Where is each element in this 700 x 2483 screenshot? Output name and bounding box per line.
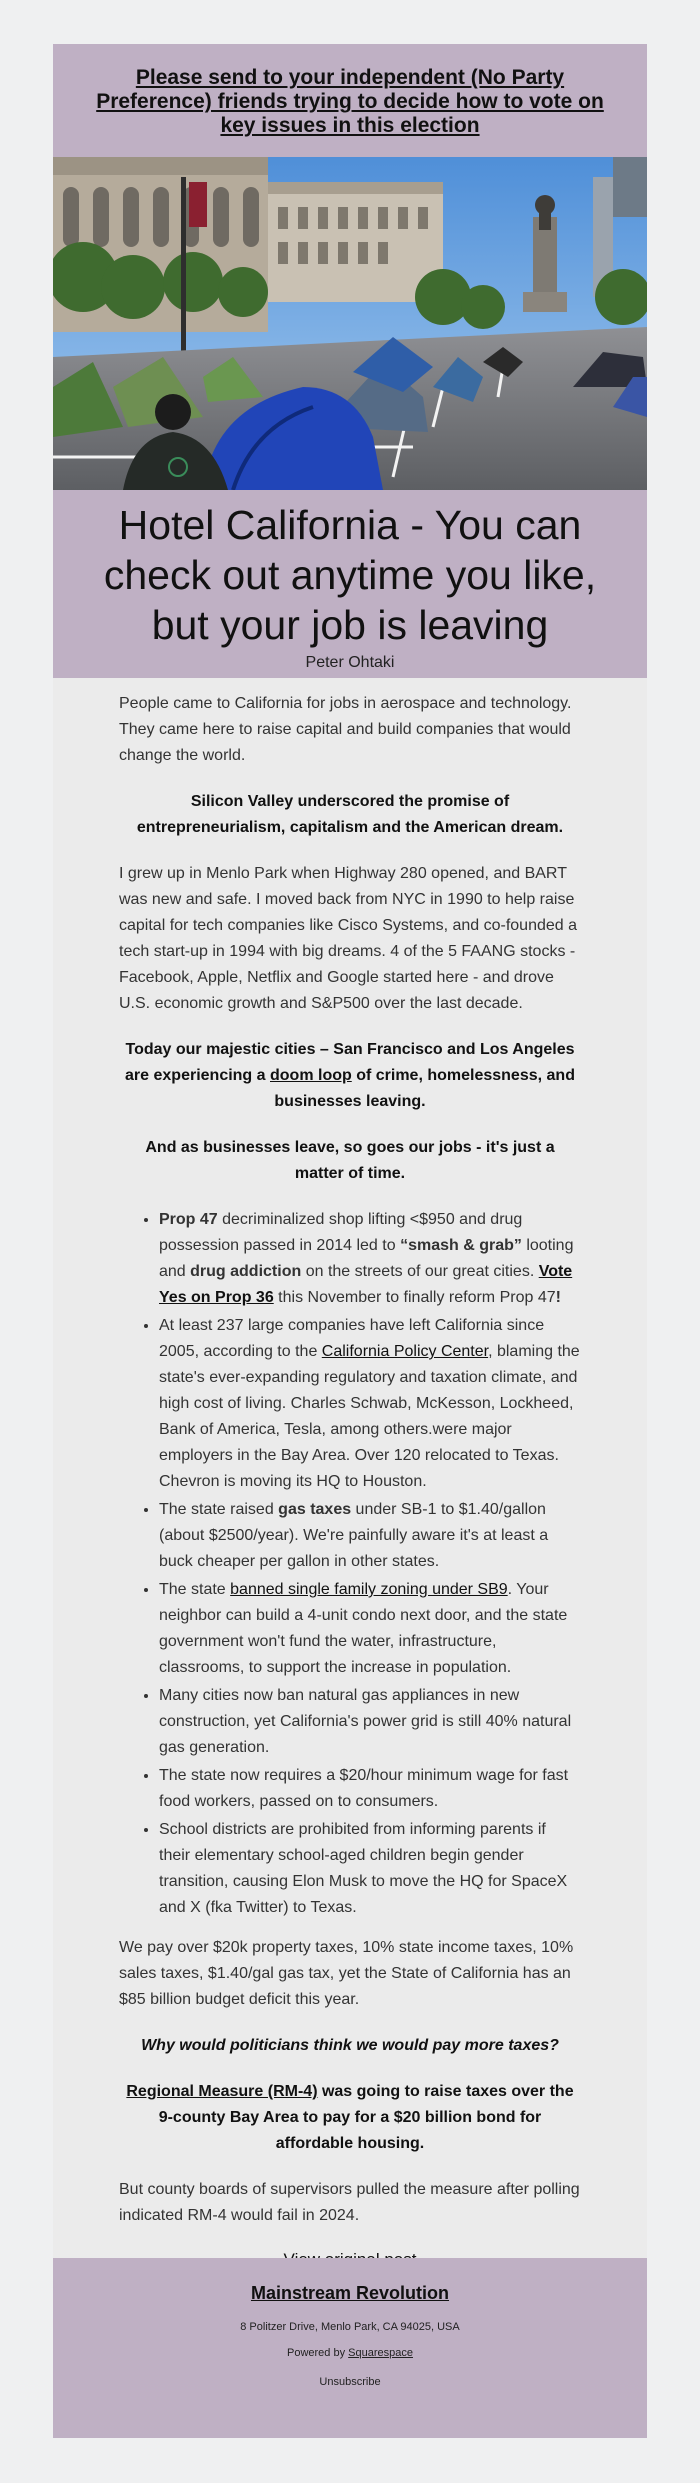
list-item: • The state banned single family zoning under SB9. Your neighbor can build a 4-unit condo next door, and the state government won't fund the water, infrastructure, classrooms, to support the increase in population. (159, 1577, 581, 1681)
paragraph-intro: People came to California for jobs in aerospace and technology. They came here to raise capital and build companies that would change the world. (119, 695, 572, 764)
doom-loop-link[interactable]: doom loop (270, 1067, 352, 1084)
footer-powered-by: Powered by Squarespace (287, 2347, 413, 2359)
issues-list (119, 1207, 581, 1921)
email-container (53, 44, 647, 2438)
squarespace-link[interactable]: Squarespace (348, 2347, 413, 2359)
california-policy-center-link[interactable]: California Policy Center (321, 1343, 489, 1360)
article-header (53, 490, 647, 678)
paragraph-silicon-valley: Silicon Valley underscored the promise of entrepreneurialism, capitalism and the American dream. (136, 793, 564, 836)
header-band (53, 44, 647, 157)
unsubscribe-link[interactable]: Unsubscribe (319, 2376, 381, 2388)
article-body (53, 678, 647, 2273)
footer (53, 2258, 647, 2438)
list-item: • At least 237 large companies have left California since 2005, according to the California Policy Center, blaming the state's ever-expanding regulatory and taxation climate, and high cost of living. Charles Schwab, McKesson, Lockheed, Bank of America, Tesla, among others.were major employers in the Bay Area. Over 120 relocated to Texas. Chevron is moving its HQ to Houston. (159, 1313, 581, 1495)
paragraph-doom-loop: Today our majestic cities – San Francisco and Los Angeles are experiencing a doom loop of crime, homelessness, and businesses leaving. (125, 1041, 575, 1110)
list-item: • Prop 47 decriminalized shop lifting <$950 and drug possession passed in 2014 led to “smash & grab” looting and drug addiction on the streets of our great cities. Vote Yes on Prop 36 this November to finally reform Prop 47! (159, 1207, 581, 1311)
regional-measure-link[interactable]: Regional Measure (RM-4) (126, 2083, 318, 2100)
paragraph-jobs: And as businesses leave, so goes our jobs - it's just a matter of time. (145, 1139, 555, 1182)
list-item: • School districts are prohibited from informing parents if their elementary school-aged children begin gender transition, causing Elon Musk to move the HQ for SpaceX and X (fka Twitter) to Texas. (159, 1817, 581, 1921)
paragraph-taxes: We pay over $20k property taxes, 10% state income taxes, 10% sales taxes, $1.40/gal gas tax, yet the State of California has an $85 billion budget deficit this year. (119, 1939, 574, 2008)
share-with-independents-link[interactable]: Please send to your independent (No Party Preference) friends trying to decide how to vote on key issues in this election (96, 66, 604, 137)
list-item: • The state raised gas taxes under SB-1 to $1.40/gallon (about $2500/year). We're painfully aware it's at least a buck cheaper per gallon in other states. (159, 1497, 581, 1575)
list-item: • The state now requires a $20/hour minimum wage for fast food workers, passed on to consumers. (159, 1763, 581, 1815)
list-item: • Many cities now ban natural gas appliances in new construction, yet California's power grid is still 40% natural gas generation. (159, 1683, 581, 1761)
paragraph-rm4-pulled: But county boards of supervisors pulled the measure after polling indicated RM-4 would fail in 2024. (119, 2181, 580, 2224)
paragraph-rm4: Regional Measure (RM-4) was going to raise taxes over the 9-county Bay Area to pay for a $20 billion bond for affordable housing. (126, 2083, 574, 2152)
article-title: Hotel California - You can check out anytime you like, but your job is leaving (103, 502, 597, 648)
footer-address: 8 Politzer Drive, Menlo Park, CA 94025, USA (240, 2321, 460, 2333)
vote-yes-prop-36-link[interactable]: Vote Yes on Prop 36 (159, 1263, 573, 1306)
footer-brand-link[interactable]: Mainstream Revolution (250, 2283, 450, 2303)
paragraph-question: Why would politicians think we would pay more taxes? (141, 2037, 559, 2054)
hero-image (53, 157, 647, 490)
paragraph-menlo-park: I grew up in Menlo Park when Highway 280 opened, and BART was new and safe. I moved back from NYC in 1990 to help raise capital for tech companies like Cisco Systems, and co-founded a tech start-up in 1994 with big dreams. 4 of the 5 FAANG stocks - Facebook, Apple, Netflix and Google started here - and drove U.S. economic growth and S&P500 over the last decade. (119, 865, 578, 1012)
article-author: Peter Ohtaki (305, 654, 395, 671)
sb9-zoning-link[interactable]: banned single family zoning under SB9 (230, 1581, 508, 1598)
